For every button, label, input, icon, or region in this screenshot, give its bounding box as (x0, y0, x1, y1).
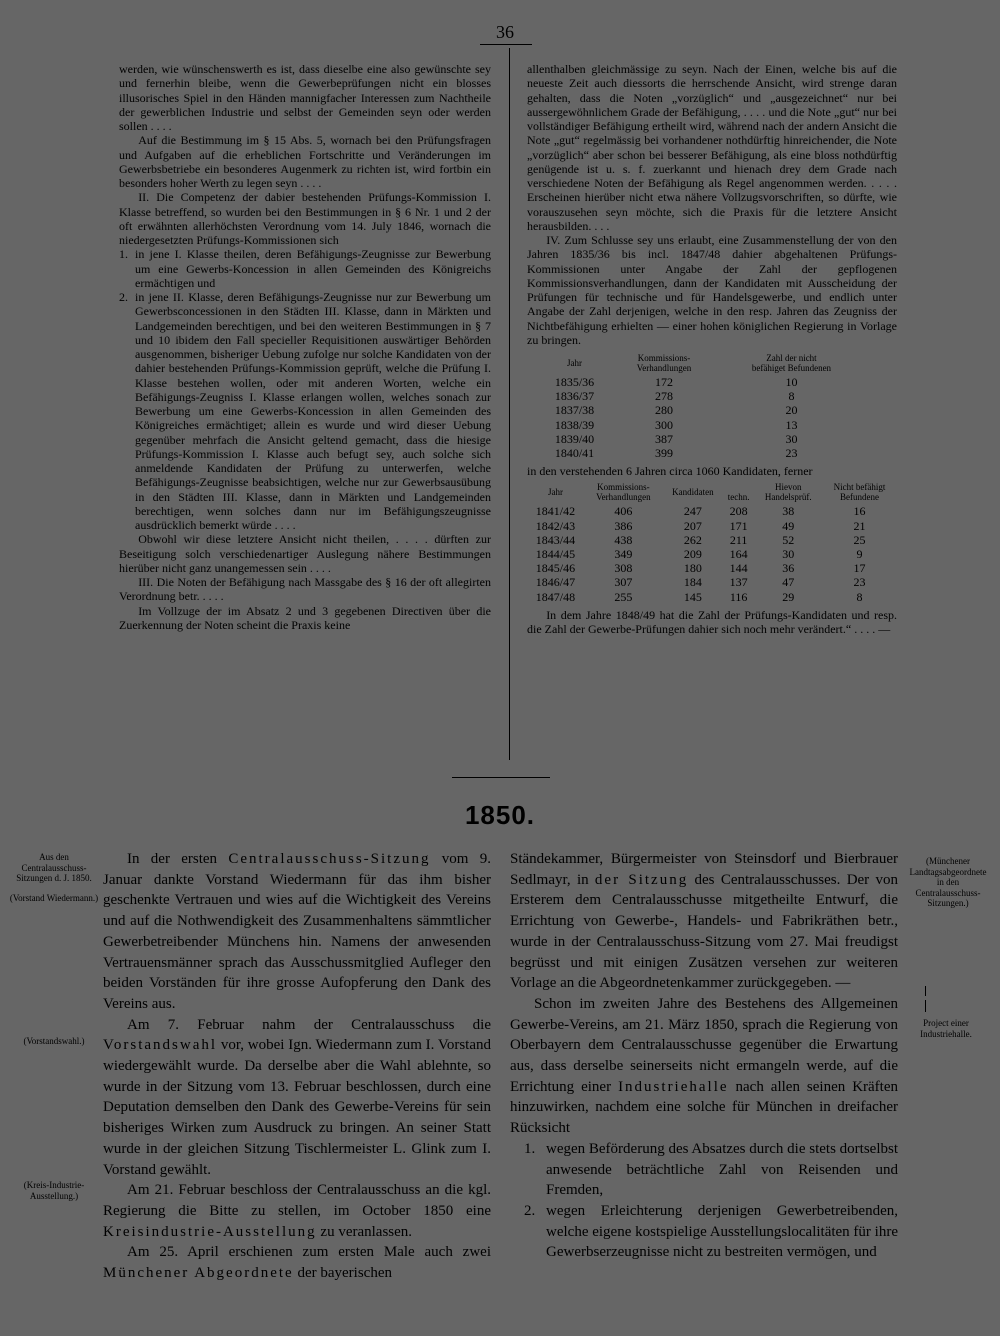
table-row (537, 403, 867, 417)
statistics-table-1841-1848 (527, 480, 897, 603)
margin-note-industriehalle: Project einer Industriehalle. (920, 1018, 972, 1039)
paragraph: Am 7. Februar nahm der Centralausschuss die Vorstandswahl vor, wobei Ign. Wiedermann zum I. Vorstand wiedergewählt wurde. Da derselbe aber die Wahl ablehnte, so wurde in der Sitzung vom 13. Februar beschlossen, durch eine Deputation demselben den Dank des Gewerbe-Vereins für sein bisheriges Wirken zum Ausdruck zu bringen. An seiner Statt wurde in der gleichen Sitzung Tischlermeister L. Glink zum I. Vorstand gewählt. (103, 1016, 491, 1178)
table-cell-jahr: 1836/37 (554, 389, 595, 404)
bottom-right-column (510, 849, 898, 1263)
table-cell-jahr: 1840/41 (554, 446, 595, 461)
table-cell-komm: 300 (654, 417, 673, 432)
table-cell-jahr: 1846/47 (535, 575, 576, 590)
paragraph: Obwohl wir diese letztere Ansicht nicht theilen, . . . . dürften zur Beseitigung solch verschiedenartiger Auslegung nähere Bestimmungen hierüber nicht ganz unangemessen sein . . . . (119, 532, 491, 575)
table-cell-techn: 171 (729, 518, 748, 533)
table-cell-jahr: 1841/42 (535, 504, 576, 519)
table-cell-kand: 184 (683, 575, 702, 590)
paragraph: Im Vollzuge der im Absatz 2 und 3 gegebenen Directiven über die Zuerkennung der Noten scheint die Praxis keine (119, 603, 491, 632)
margin-note-abgeordnete: (Münchener Landtagsabgeordnete in den Centralausschuss-Sitzungen.) (909, 856, 987, 908)
spaced-term: Vorstandswahl (103, 1037, 218, 1054)
table-cell-handel: 47 (782, 575, 795, 590)
list-item (524, 1139, 898, 1201)
table-cell-jahr: 1839/40 (554, 431, 595, 446)
column-divider (509, 48, 510, 760)
table-cell-nicht: 17 (853, 561, 866, 576)
column-header: Kommissions- Verhandlungen (596, 482, 651, 503)
table-cell-handel: 49 (782, 518, 795, 533)
table-row (527, 519, 897, 533)
margin-note-vorstand-wiedermann: (Vorstand Wiedermann.) (9, 893, 99, 903)
table-cell-komm: 438 (614, 532, 633, 547)
table-cell-techn: 208 (729, 504, 748, 519)
table-row (527, 504, 897, 518)
paragraph: In der ersten Centralausschuss-Sitzung vom 9. Januar dankte Vorstand Wiedermann für das ihm bisher geschenkte Vertrauen und wies auf die Wichtigkeit des Vereins und auf die Nothwendigkeit des Zusammenhaltens sämmtlicher Gewerbetreibender Münchens hin. Namens der anwesenden Vertrauensmänner sprach das Ausschussmitglied Aufleger den beiden Vorständen für ihre grosse Aufopferung den Dank des Vereins aus. (103, 851, 491, 1012)
table-cell-handel: 52 (782, 532, 795, 547)
table-cell-kand: 145 (683, 589, 702, 604)
column-header: Kommissions- Verhandlungen (636, 353, 692, 373)
paragraph: werden, wie wünschenswerth es ist, dass dieselbe eine also gewünschte sey und fernerhin bleibe, wenn die Gewerbeprüfungen nicht ein blosses illusorisches Spiel in den Händen mannigfacher Interessen zum Nachtheile der gewerblichen Industrie und selbst der Gemeinden seyn oder werden sollen . . . . (119, 62, 491, 133)
table-cell-handel: 38 (782, 504, 795, 519)
table-cell-nicht: 23 (853, 575, 866, 590)
top-left-column (119, 62, 491, 632)
spaced-term: Centralausschuss-Sitzung (228, 851, 431, 867)
page-number-rule (480, 44, 532, 45)
paragraph: Schon im zweiten Jahre des Bestehens des Allgemeinen Gewerbe-Vereins, am 21. März 1850, sprach die Regierung von Oberbayern dem Centralausschusse gegenüber die Erwartung aus, dass derselbe seinerseits nicht ermangeln werde, auf die Errichtung einer Industriehalle nach allen seinen Kräften hinzuwirken, nachdem eine solche für München in dreifacher Rücksicht (510, 995, 899, 1137)
list-number: 2. (119, 290, 128, 304)
table-row (527, 590, 897, 604)
bottom-left-column (103, 849, 491, 1284)
paragraph: Am 25. April erschienen zum ersten Male auch zwei Münchener Abgeordnete der bayerischen (103, 1244, 491, 1282)
spaced-term: der Sitzung (594, 871, 689, 888)
paragraph: III. Die Noten der Befähigung nach Massgabe des § 16 der oft allegirten Verordnung betr. . . . . (119, 575, 491, 604)
paragraph: In dem Jahre 1848/49 hat die Zahl der Prüfungs-Kandidaten und resp. die Zahl der Gewerbe-Prüfungen dahier sich noch mehr verändert.“ . . . . — (527, 607, 897, 637)
table-cell-komm: 307 (614, 575, 633, 590)
year-heading: 1850. (464, 800, 536, 830)
column-header: techn. (727, 492, 750, 503)
spaced-term: Kreisindustrie-Ausstellung (103, 1223, 317, 1240)
table-row (527, 533, 897, 547)
table-cell-komm: 399 (654, 446, 673, 461)
table-cell-komm: 278 (654, 389, 673, 404)
paragraph: allenthalben gleichmässige zu seyn. Nach der Einen, welche bis auf die neueste Zeit auch diessorts die herrschende Ansicht, wird strenge daran gehalten, dass die Noten „vorzüglich“ und „ausgezeichnet“ nur bei aussergewöhnlichem Grade der Befähigung, . . . . und die Note „gut“ nur bei vollständiger Befähigung ertheilt wird, während nach der andern Ansicht die Note „gut“ regelmässig bei vorhandener nothdürftig hinreichender, die Note „vorzüglich“ aber schon bei besserer Befähigung, als eine bloss nothdürftig genügende ist u. s. f. zuerkannt und hienach drey dem Grade nach verschiedene Noten der Befähigung als Regel angenommen werden. . . . . Erscheinen hierüber nicht etwa nähere Vollzugsvorschriften, so dürfte, wie vorauszusehen seyn möchte, sich die Praxis für die letztere Ansicht herausbilden. . . . (527, 62, 897, 233)
table-cell-nicht: 10 (785, 375, 798, 389)
table-cell-nicht: 8 (856, 589, 863, 604)
table-cell-jahr: 1837/38 (554, 403, 595, 418)
section-rule (452, 777, 550, 778)
column-header: Kandidaten (672, 487, 714, 498)
table-row (527, 547, 897, 561)
list-text: wegen Erleichterung derjenigen Gewerbetreibenden, welche eigene kostspielige Ausstellungslocalitäten für ihre Gewerbserzeugnisse nicht zu bestreiten vermögen, und (546, 1202, 898, 1261)
table-cell-nicht: 16 (853, 504, 866, 519)
table-row (537, 418, 867, 432)
table-cell-kand: 180 (683, 561, 702, 576)
column-header: Jahr (567, 358, 582, 368)
column-header: Zahl der nicht befähiget Befundenen (751, 353, 832, 373)
table-cell-jahr: 1835/36 (554, 375, 595, 389)
list-number: 2. (524, 1202, 536, 1219)
table-cell-kand: 207 (683, 518, 702, 533)
table-cell-komm: 308 (614, 561, 633, 576)
margin-mark (925, 986, 926, 996)
column-header: Nicht befähigt Befundene (833, 482, 886, 503)
margin-note-kreis-industrie: (Kreis-Industrie-Ausstellung.) (23, 1180, 85, 1201)
table-cell-komm: 255 (614, 589, 633, 604)
numbered-list (524, 1139, 898, 1263)
list-text: in jene I. Klasse theilen, deren Befähigungs-Zeugnisse zur Bewerbung um eine Gewerbs-Koncession in allen Gemeinden des Königreichs ermächtigen und (135, 247, 491, 290)
table-cell-nicht: 9 (856, 547, 863, 562)
table-cell-jahr: 1845/46 (535, 561, 576, 576)
list-item (119, 290, 491, 532)
table-cell-techn: 137 (729, 575, 748, 590)
list-item (119, 247, 491, 290)
paragraph: in den verstehenden 6 Jahren circa 1060 Kandidaten, ferner (527, 464, 813, 479)
table-cell-jahr: 1844/45 (535, 547, 576, 562)
table-cell-nicht: 25 (853, 532, 866, 547)
table-row (537, 432, 867, 446)
table-cell-jahr: 1838/39 (554, 417, 595, 432)
list-text: wegen Beförderung des Absatzes durch die stets dortselbst anwesende beträchtliche Zahl von Reisenden und Fremden, (546, 1140, 898, 1199)
table-row (527, 575, 897, 589)
table-cell-kand: 262 (683, 532, 702, 547)
numbered-list (119, 247, 491, 532)
table-cell-handel: 30 (782, 547, 795, 562)
table-cell-nicht: 23 (785, 446, 798, 461)
margin-note-centralausschuss: Aus den Centralausschuss-Sitzungen d. J. 1850. (16, 852, 92, 883)
list-item (524, 1201, 898, 1263)
table-cell-techn: 164 (729, 547, 748, 562)
table-cell-nicht: 13 (785, 417, 798, 432)
margin-note-vorstandswahl: (Vorstandswahl.) (23, 1036, 85, 1046)
list-number: 1. (524, 1140, 536, 1157)
table-cell-jahr: 1843/44 (535, 532, 576, 547)
table-cell-komm: 386 (614, 518, 633, 533)
table-cell-handel: 36 (782, 561, 795, 576)
table-cell-techn: 211 (729, 532, 748, 547)
table-cell-komm: 387 (654, 431, 673, 446)
column-header: Jahr (547, 487, 563, 498)
table-cell-techn: 116 (729, 589, 748, 604)
paragraph: Am 21. Februar beschloss der Centralausschuss an die kgl. Regierung die Bitte zu stellen, im October 1850 eine Kreisindustrie-Ausstellung zu veranlassen. (103, 1182, 491, 1240)
table-cell-nicht: 20 (785, 403, 798, 418)
paragraph: Ständekammer, Bürgermeister von Steinsdorf und Bierbrauer Sedlmayr, in der Sitzung des Centralausschusses. Der von Ersterem dem Centralausschusse mitgetheilte Entwurf, die Errichtung von Gewerbe-, Handels- und Fabrikräthen betr., wurde in der Centralausschuss-Sitzung vom 27. Mai freudigst begrüsst und mit einigen Zusätzen versehen zur weiteren Vorlage an die Abgeordnetenkammer zurückgegeben. — (510, 851, 898, 992)
spaced-term: Industriehalle (618, 1078, 729, 1095)
table-row (537, 375, 867, 389)
table-cell-kand: 209 (683, 547, 702, 562)
margin-mark (925, 1000, 926, 1012)
table-cell-nicht: 8 (788, 389, 795, 404)
spaced-term: Münchener Abgeordnete (103, 1265, 294, 1282)
statistics-table-1835-1841 (537, 351, 867, 460)
paragraph: IV. Zum Schlusse sey uns erlaubt, eine Zusammenstellung der von den Jahren 1835/36 bis incl. 1847/48 dahier abgehaltenen Prüfungs-Kommissionen unter Angabe der Zahl der gepflogenen Kommissionsverhandlungen, dann der Kandidaten mit Ausscheidung der Prüfungen für technische und für Handelsgewerbe, und endlich unter Angabe der Zahl derjenigen, welche in den resp. Jahren das Zeugniss der Nichtbefähigung erhielten — einer hohen königlichen Regierung in Vorlage zu bringen. (527, 233, 897, 347)
table-cell-komm: 280 (654, 403, 673, 418)
paragraph: Auf die Bestimmung im § 15 Abs. 5, wornach bei den Prüfungsfragen und Aufgaben auf die erheblichen Fortschritte und Veränderungen im Gewerbsbetriebe ein besonderes Augenmerk zu richten ist, wird fortbin ein besonders hoher Werth zu legen seyn . . . . (119, 133, 491, 190)
table-cell-komm: 406 (614, 504, 633, 519)
page-number: 36 (496, 22, 514, 42)
column-header: Hievon Handelsprüf. (764, 482, 812, 503)
paragraph: II. Die Competenz der dabier bestehenden Prüfungs-Kommission I. Klasse betreffend, so wurden bei den Bestimmungen in § 6 Nr. 1 und 2 der oft erwähnten allerhöchsten Verordnung vom 14. July 1846, wornach die niedergesetzten Prüfungs-Kommissionen sich (119, 190, 491, 247)
list-text: in jene II. Klasse, deren Befähigungs-Zeugnisse nur zur Bewerbung um Gewerbsconcessionen in den Städten III. Klasse, dann in Märkten und Landgemeinden berechtigen, und bei den weiteren Bestimmungen in § 7 und 10 ibidem den Fall specieller Requisitionen auswärtiger Behörden ausgenommen, bisheriger Uebung zufolge nur solche Kandidaten von der dahier bestehenden Prüfungs-Kommission geprüft, welche die Prüfung I. Klasse bestehen wollen, oder mit anderen Worten, welche ein Befähigungs-Zeugniss I. Klasse erlangen wollen, welches sonach zur Bewerbung um eine Gewerbs-Koncession in allen Gemeinden des Königreiches ermächtiget; allein es wurde und wird dieser Uebung gegenüber mehrfach die Ansicht geltend gemacht, dass die hiesige Prüfungs-Kommission I. Klasse auch befugt sey, auch solche sich anmeldende Kandidaten der Prüfung zu unterwerfen, welche Befähigungs-Zeugnisse beabsichtigen, welche nur zur Gewerbsausübung in den Städten III. Klasse, dann in Märkten und Landgemeinden berechtigen, wenn solches dann nur im Befähigungszeugnisse ausdrücklich bemerkt würde . . . . (135, 290, 491, 532)
table-row (527, 561, 897, 575)
table-cell-techn: 144 (729, 561, 748, 576)
table-cell-komm: 349 (614, 547, 633, 562)
table-cell-nicht: 30 (785, 431, 798, 446)
table-cell-jahr: 1847/48 (535, 589, 576, 604)
table-cell-komm: 172 (654, 375, 673, 389)
top-right-column (527, 62, 897, 636)
list-number: 1. (119, 247, 128, 262)
table-cell-handel: 29 (782, 589, 795, 604)
table-row (537, 389, 867, 403)
table-cell-kand: 247 (683, 504, 702, 519)
table-row (537, 446, 867, 460)
table-cell-nicht: 21 (853, 518, 866, 533)
table-cell-jahr: 1842/43 (535, 518, 576, 533)
